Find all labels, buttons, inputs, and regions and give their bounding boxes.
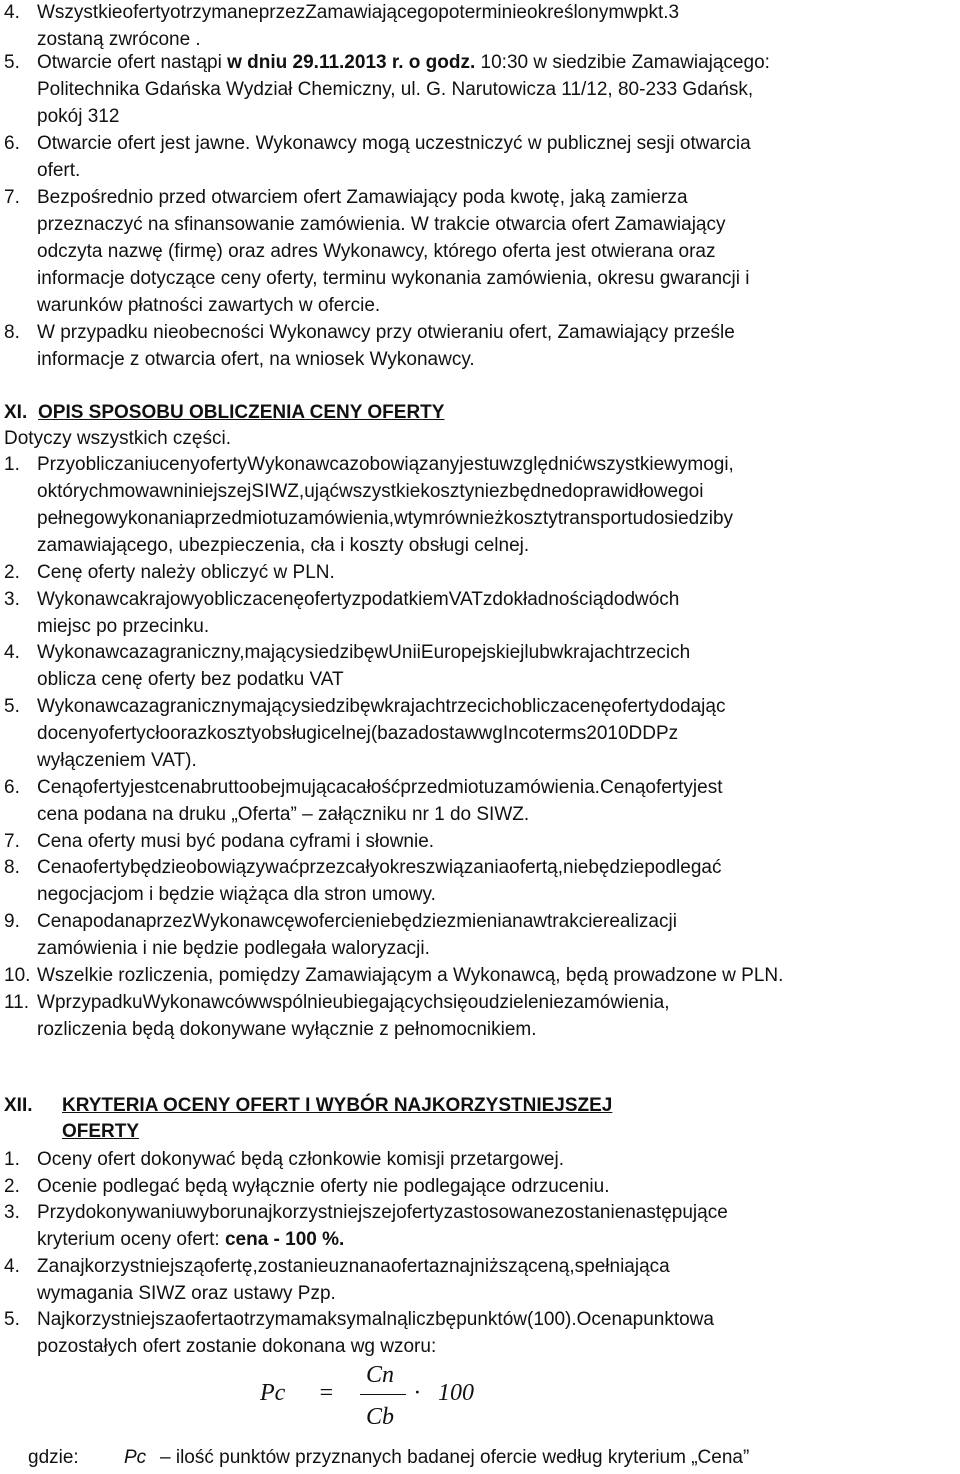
item-text: W przypadku nieobecności Wykonawcy przy otwieraniu ofert, Zamawiający prześle <box>37 322 735 343</box>
item-number: 1. <box>4 454 20 475</box>
item-text: kryterium oceny ofert: cena - 100 %. <box>37 1229 345 1250</box>
item-text: rozliczenia będą dokonywane wyłącznie z pełnomocnikiem. <box>37 1019 537 1040</box>
item-text: Wszelkie rozliczenia, pomiędzy Zamawiającym a Wykonawcą, będą prowadzone w PLN. <box>37 965 784 986</box>
item-number: 7. <box>4 187 20 208</box>
item-number: 2. <box>4 562 20 583</box>
item-text: Bezpośrednio przed otwarciem ofert Zamawiający poda kwotę, jaką zamierza <box>37 187 688 208</box>
item-number: 7. <box>4 831 20 852</box>
fraction-bar <box>360 1394 406 1395</box>
item-text: informacje dotyczące ceny oferty, terminu wykonania zamówienia, okresu gwarancji i <box>37 268 750 289</box>
section-number: XI. <box>4 402 28 423</box>
item-number: 6. <box>4 777 20 798</box>
item-text: cena podana na druku „Oferta” – załączniku nr 1 do SIWZ. <box>37 804 530 825</box>
formula-denominator: Cb <box>366 1404 395 1430</box>
formula-factor: 100 <box>438 1380 474 1406</box>
item-text: pozostałych ofert zostanie dokonana wg wzoru: <box>37 1336 437 1357</box>
section-title: KRYTERIA OCENY OFERT I WYBÓR NAJKORZYSTNIEJSZEJ <box>62 1095 613 1116</box>
item-number: 3. <box>4 1202 20 1223</box>
item-text: Otwarcie ofert jest jawne. Wykonawcy mogą uczestniczyć w publicznej sesji otwarcia <box>37 133 751 154</box>
item-text: negocjacjom i będzie wiążąca dla stron umowy. <box>37 884 436 905</box>
item-text: Cena oferty musi być podana cyframi i słownie. <box>37 831 435 852</box>
item-number: 11. <box>4 992 30 1013</box>
item-number: 6. <box>4 133 20 154</box>
item-text: Cenę oferty należy obliczyć w PLN. <box>37 562 335 583</box>
item-text: Ocenie podlegać będą wyłącznie oferty nie podlegające odrzuceniu. <box>37 1176 610 1197</box>
item-number: 5. <box>4 696 20 717</box>
item-text: wyłączeniem VAT). <box>37 750 197 771</box>
item-text: pokój 312 <box>37 106 120 127</box>
item-text: odczyta nazwę (firmę) oraz adres Wykonawcy, którego oferta jest otwierana oraz <box>37 241 716 262</box>
item-number: 8. <box>4 857 20 878</box>
item-number: 10. <box>4 965 31 986</box>
item-number: 4. <box>4 642 20 663</box>
item-number: 5. <box>4 1309 20 1330</box>
document-page: 4. Wszystkie oferty otrzymane przez Zamawiającego po terminie określonym w pkt. 3 zostaną zwrócone . 5. Otwarcie ofert nastąpi w dniu 29.11.2013 r. o godz. 10:30 w siedzibie Zamawiającego: Politechnika Gdańska Wydział Chemiczny, ul. G. Narutowicza 11/12, 80-233 Gdańsk, pokój 312 6. Otwarcie ofert jest jawne. Wykonawcy mogą uczestniczyć w publicznej sesji otwarcia ofert. 7. Bezpośrednio przed otwarciem ofert Zamawiający poda kwotę, jaką zamierza przeznaczyć na sfinansowanie zamówienia. W trakcie otwarcia ofert Zamawiający odczyta nazwę (firmę) oraz adres Wykonawcy, którego oferta jest otwierana oraz informacje dotyczące ceny oferty, terminu wykonania zamówienia, okresu gwarancji i warunków płatności zawartych w ofercie. 8. W przypadku nieobecności Wykonawcy przy otwieraniu ofert, Zamawiający prześle informacje z otwarcia ofert, na wniosek Wykonawcy. XI. OPIS SPOSOBU OBLICZENIA CENY OFERTY Dotyczy wszystkich części. 1. Przy obliczaniu ceny oferty Wykonawca zobowiązany jest uwzględnić wszystkie wymogi, o których mowa w niniejszej SIWZ, ująć wszystkie koszty niezbędne do prawidłowego i pełnego wykonania przedmiotu zamówienia, w tym również koszty transportu do siedziby zamawiającego, ubezpieczenia, cła i koszty obsługi celnej. 2. Cenę oferty należy obliczyć w PLN. 3. Wykonawca krajowy oblicza cenę oferty z podatkiem VAT z dokładnością do dwóch miejsc po przecinku. 4. Wykonawca zagraniczny, mający siedzibę w Unii Europejskiej lub w krajach trzecich oblicza cenę oferty bez podatku VAT 5. Wykonawca zagraniczny mający siedzibę w krajach trzecich oblicza cenę oferty dodając do ceny oferty cło oraz koszty obsługi celnej ( baza dostaw wg Incoterms 2010 DDP z wyłączeniem VAT). 6. Ceną oferty jest cena brutto obejmująca całość przedmiotu zamówienia. Ceną oferty jest cena podana na druku „Oferta” – załączniku nr 1 do SIWZ. 7. Cena oferty musi być podana cyframi i słownie. 8. Cena oferty będzie obowiązywać przez cały okres związania ofertą, nie będzie podlegać negocjacjom i będzie wiążąca dla stron umowy. 9. Cena podana przez Wykonawcę w ofercie nie będzie zmieniana w trakcie realizacji zamówienia i nie będzie podlegała waloryzacji. 10. Wszelkie rozliczenia, pomiędzy Zamawiającym a Wykonawcą, będą prowadzone w PLN. 11. W przypadku Wykonawców wspólnie ubiegających się o udzielenie zamówienia, rozliczenia będą dokonywane wyłącznie z pełnomocnikiem. XII. KRYTERIA OCENY OFERT I WYBÓR NAJKORZYSTNIEJSZEJ OFERTY 1. Oceny ofert dokonywać będą członkowie komisji przetargowej. 2. Ocenie podlegać będą wyłącznie oferty nie podlegające odrzuceniu. 3. Przy dokonywaniu wyboru najkorzystniejszej oferty zastosowane zostanie następujące kryterium oceny ofert: cena - 100 %. 4. Za najkorzystniejszą ofertę, zostanie uznana oferta z najniższą ceną, spełniająca wymagania SIWZ oraz ustawy Pzp. 5. Najkorzystniejsza oferta otrzyma maksymalną liczbę punktów (100). Ocena punktowa pozostałych ofert zostanie dokonana wg wzoru: Pc = Cn Cb · 100 gdzie: Pc – ilość punktów przyznanych badanej ofercie według kryterium „Cena” <box>0 0 960 1474</box>
item-text: wymagania SIWZ oraz ustawy Pzp. <box>37 1283 336 1304</box>
item-number: 4. <box>4 1256 20 1277</box>
formula-lhs: Pc <box>260 1380 286 1406</box>
section-title-continued: OFERTY <box>62 1121 140 1142</box>
item-number: 3. <box>4 589 20 610</box>
legend-description: – ilość punktów przyznanych badanej ofercie według kryterium „Cena” <box>160 1447 750 1468</box>
item-text: Oceny ofert dokonywać będą członkowie komisji przetargowej. <box>37 1149 564 1170</box>
formula-multiply: · <box>414 1380 420 1406</box>
item-number: 1. <box>4 1149 20 1170</box>
item-number: 8. <box>4 322 20 343</box>
item-text: zamawiającego, ubezpieczenia, cła i koszty obsługi celnej. <box>37 535 530 556</box>
item-number: 2. <box>4 1176 20 1197</box>
section-number: XII. <box>4 1095 33 1116</box>
item-text: ofert. <box>37 160 81 181</box>
item-text: miejsc po przecinku. <box>37 616 210 637</box>
item-text: warunków płatności zawartych w ofercie. <box>37 295 381 316</box>
item-text: zostaną zwrócone . <box>37 29 201 50</box>
section-title: OPIS SPOSOBU OBLICZENIA CENY OFERTY <box>38 402 445 423</box>
item-text: informacje z otwarcia ofert, na wniosek Wykonawcy. <box>37 349 475 370</box>
item-text: Politechnika Gdańska Wydział Chemiczny, ul. G. Narutowicza 11/12, 80-233 Gdańsk, <box>37 79 754 100</box>
item-number: 9. <box>4 911 20 932</box>
item-number: 5. <box>4 52 20 73</box>
legend-label: gdzie: <box>28 1447 79 1468</box>
formula-numerator: Cn <box>366 1362 395 1388</box>
item-number: 4. <box>4 2 20 23</box>
section-subtitle: Dotyczy wszystkich części. <box>4 428 231 449</box>
item-text: Otwarcie ofert nastąpi w dniu 29.11.2013 r. o godz. 10:30 w siedzibie Zamawiającego: <box>37 52 770 73</box>
formula-equals: = <box>318 1380 335 1406</box>
item-text: przeznaczyć na sfinansowanie zamówienia. W trakcie otwarcia ofert Zamawiający <box>37 214 726 235</box>
item-text: oblicza cenę oferty bez podatku VAT <box>37 669 344 690</box>
legend-symbol: Pc <box>124 1447 147 1468</box>
item-text: zamówienia i nie będzie podlegała waloryzacji. <box>37 938 430 959</box>
